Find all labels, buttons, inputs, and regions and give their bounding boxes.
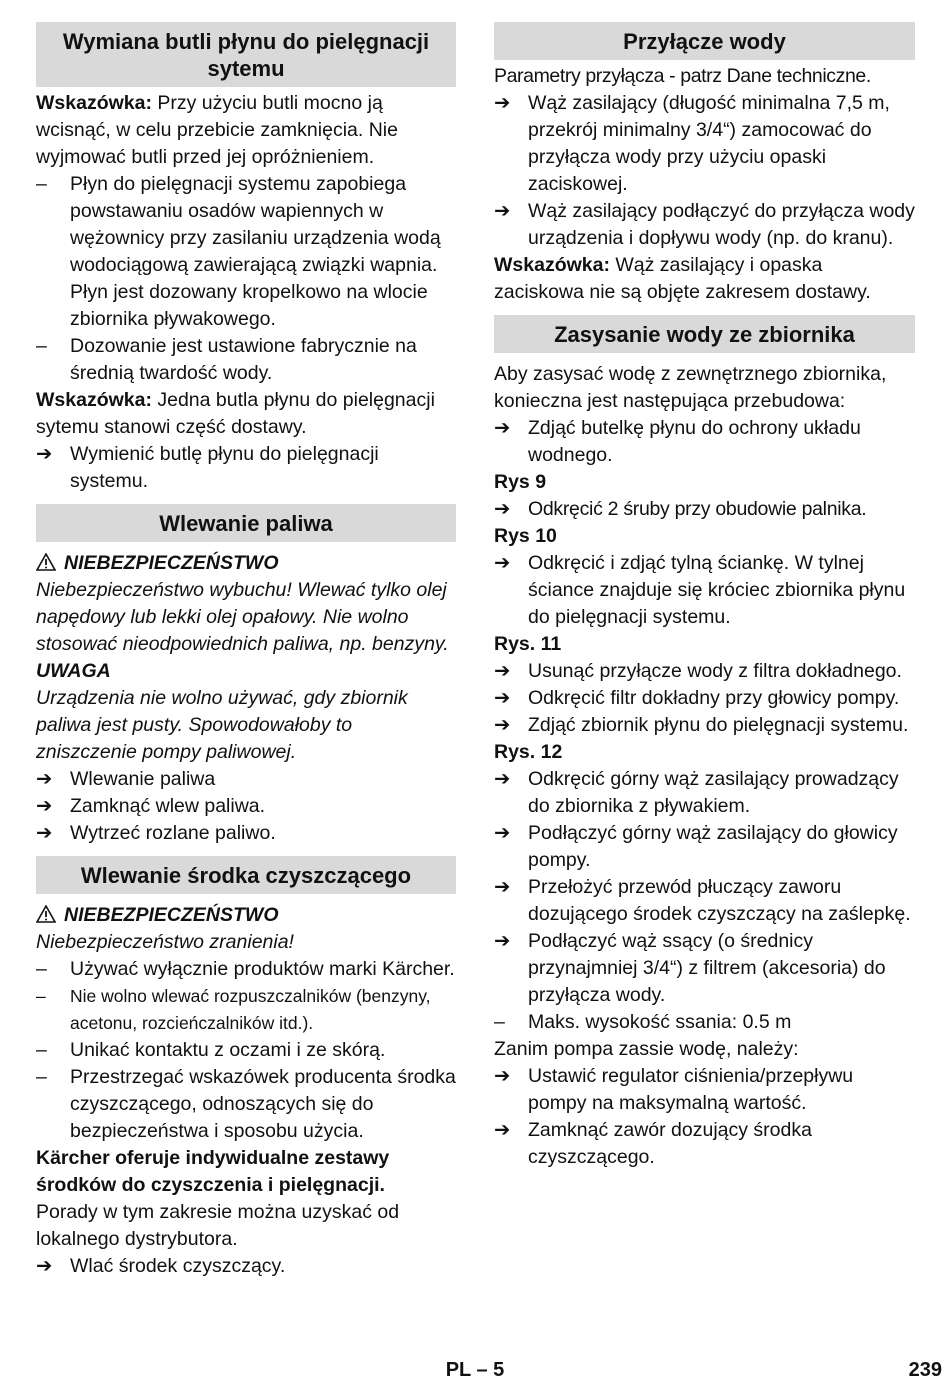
action-text: Odkręcić filtr dokładny przy głowicy pompy. bbox=[528, 687, 900, 709]
list-item-text: Płyn do pielęgnacji systemu zapobiega powstawaniu osadów wapiennych w wężownicy przy zasilaniu urządzenia wodą wodociągową zawierającą związki wapnia. Płyn jest dozowany kropelkowo na wlocie zbiornika pływakowego. bbox=[70, 173, 441, 330]
arrow-right-icon: ➔ bbox=[494, 417, 511, 439]
arrow-right-icon: ➔ bbox=[494, 498, 511, 520]
action-text: Odkręcić i zdjąć tylną ściankę. W tylnej ściance znajduje się króciec zbiornika płynu do pielęgnacji systemu. bbox=[528, 552, 906, 628]
paragraph: Porady w tym zakresie można uzyskać od lokalnego dystrybutora. bbox=[36, 1201, 400, 1250]
note-paragraph bbox=[36, 387, 456, 441]
right-column bbox=[494, 22, 915, 1171]
caution-label: UWAGA bbox=[36, 660, 111, 682]
action-item bbox=[494, 90, 915, 198]
action-item bbox=[494, 496, 915, 523]
arrow-right-icon: ➔ bbox=[494, 552, 511, 574]
dash-marker: – bbox=[36, 958, 47, 980]
warning-triangle-icon bbox=[36, 553, 56, 571]
section-heading-fuel: Wlewanie paliwa bbox=[36, 504, 456, 542]
dash-marker: – bbox=[36, 1039, 47, 1061]
section-heading-tank-suction: Zasysanie wody ze zbiornika bbox=[494, 315, 915, 353]
intro-paragraph: Parametry przyłącza - patrz Dane techniczne. bbox=[494, 65, 871, 87]
arrow-right-icon: ➔ bbox=[494, 1119, 511, 1141]
list-item-text: Unikać kontaktu z oczami i ze skórą. bbox=[70, 1039, 386, 1061]
caution-text: Urządzenia nie wolno używać, gdy zbiornik paliwa jest pusty. Spowodowałoby to zniszczenie pompy paliwowej. bbox=[36, 687, 408, 763]
action-item bbox=[36, 820, 456, 847]
action-item bbox=[494, 928, 915, 1009]
list-item-text: Używać wyłącznie produktów marki Kärcher. bbox=[70, 958, 455, 980]
arrow-right-icon: ➔ bbox=[36, 1255, 53, 1277]
list-item-text: Dozowanie jest ustawione fabrycznie na średnią twardość wody. bbox=[70, 335, 417, 384]
arrow-right-icon: ➔ bbox=[494, 687, 511, 709]
action-text: Podłączyć wąż ssący (o średnicy przynajmniej 3/4“) z filtrem (akcesoria) do przyłącza wody. bbox=[528, 930, 886, 1006]
dash-marker: – bbox=[36, 335, 47, 357]
action-text: Wąż zasilający (długość minimalna 7,5 m, przekrój minimalny 3/4“) zamocować do przyłącza wody przy użyciu opaski zaciskowej. bbox=[528, 92, 890, 195]
danger-label: NIEBEZPIECZEŃSTWO bbox=[64, 552, 279, 574]
action-text: Zamknąć wlew paliwa. bbox=[70, 795, 266, 817]
action-text: Odkręcić górny wąż zasilający prowadzący do zbiornika z pływakiem. bbox=[528, 768, 899, 817]
arrow-right-icon: ➔ bbox=[494, 92, 511, 114]
dash-marker: – bbox=[36, 173, 47, 195]
list-item bbox=[494, 1009, 915, 1036]
note-label: Wskazówka: bbox=[36, 389, 152, 411]
action-text: Odkręcić 2 śruby przy obudowie palnika. bbox=[528, 498, 867, 520]
section-heading-detergent: Wlewanie środka czyszczącego bbox=[36, 856, 456, 894]
list-item bbox=[36, 171, 456, 333]
paragraph: Zanim pompa zassie wodę, należy: bbox=[494, 1038, 799, 1060]
arrow-right-icon: ➔ bbox=[494, 1065, 511, 1087]
action-item bbox=[494, 198, 915, 252]
action-item bbox=[36, 441, 456, 495]
section-heading-system-care: Wymiana butli płynu do pielęgnacji sytemu bbox=[36, 22, 456, 87]
action-item bbox=[494, 874, 915, 928]
action-text: Wlewanie paliwa bbox=[70, 768, 216, 790]
action-item bbox=[494, 658, 915, 685]
arrow-right-icon: ➔ bbox=[494, 660, 511, 682]
dash-marker: – bbox=[36, 1066, 47, 1088]
note-text: Przy użyciu butli mocno ją wcisnąć, w celu przebicie zamknięcia. Nie wyjmować butli przed jej opróżnieniem. bbox=[36, 92, 398, 168]
page-number: 239 bbox=[908, 1359, 942, 1381]
left-column bbox=[36, 22, 456, 1280]
action-text: Wymienić butlę płynu do pielęgnacji systemu. bbox=[70, 443, 379, 492]
action-item bbox=[494, 820, 915, 874]
action-item bbox=[494, 712, 915, 739]
danger-label: NIEBEZPIECZEŃSTWO bbox=[64, 904, 279, 926]
danger-text: Niebezpieczeństwo zranienia! bbox=[36, 931, 294, 953]
note-text: Jedna butla płynu do pielęgnacji sytemu stanowi część dostawy. bbox=[36, 389, 435, 438]
action-text: Zdjąć zbiornik płynu do pielęgnacji systemu. bbox=[528, 714, 909, 736]
note-label: Wskazówka: bbox=[36, 92, 152, 114]
intro-paragraph: Aby zasysać wodę z zewnętrznego zbiornika, konieczna jest następująca przebudowa: bbox=[494, 363, 887, 412]
list-item bbox=[36, 1064, 456, 1145]
action-item bbox=[36, 1253, 456, 1280]
action-text: Wąż zasilający podłączyć do przyłącza wody urządzenia i dopływu wody (np. do kranu). bbox=[528, 200, 915, 249]
arrow-right-icon: ➔ bbox=[494, 768, 511, 790]
bold-paragraph: Kärcher oferuje indywidualne zestawy środków do czyszczenia i pielęgnacji. bbox=[36, 1147, 390, 1196]
arrow-right-icon: ➔ bbox=[494, 930, 511, 952]
arrow-right-icon: ➔ bbox=[36, 795, 53, 817]
dash-marker: – bbox=[36, 986, 46, 1006]
list-item bbox=[36, 956, 456, 983]
figure-label: Rys. 12 bbox=[494, 741, 563, 763]
footer-section-label: PL – 5 bbox=[445, 1359, 505, 1381]
list-item-text: Nie wolno wlewać rozpuszczalników (benzyny, acetonu, rozcieńczalników itd.). bbox=[70, 986, 431, 1033]
section-heading-water-connection: Przyłącze wody bbox=[494, 22, 915, 60]
arrow-right-icon: ➔ bbox=[36, 443, 53, 465]
figure-label: Rys 10 bbox=[494, 525, 557, 547]
list-item-text: Maks. wysokość ssania: 0.5 m bbox=[528, 1011, 792, 1033]
list-item bbox=[36, 983, 456, 1037]
dash-marker: – bbox=[494, 1011, 505, 1033]
list-item bbox=[36, 1037, 456, 1064]
arrow-right-icon: ➔ bbox=[494, 200, 511, 222]
arrow-right-icon: ➔ bbox=[494, 822, 511, 844]
action-text: Wytrzeć rozlane paliwo. bbox=[70, 822, 276, 844]
arrow-right-icon: ➔ bbox=[494, 714, 511, 736]
action-item bbox=[494, 1063, 915, 1117]
action-text: Podłączyć górny wąż zasilający do głowicy pompy. bbox=[528, 822, 898, 871]
arrow-right-icon: ➔ bbox=[494, 876, 511, 898]
action-item bbox=[36, 766, 456, 793]
warning-triangle-icon bbox=[36, 905, 56, 923]
list-item bbox=[36, 333, 456, 387]
note-paragraph bbox=[494, 252, 915, 306]
action-item bbox=[494, 550, 915, 631]
figure-label: Rys 9 bbox=[494, 471, 547, 493]
action-item bbox=[494, 1117, 915, 1171]
action-item bbox=[494, 685, 915, 712]
action-item bbox=[36, 793, 456, 820]
arrow-right-icon: ➔ bbox=[36, 822, 53, 844]
action-text: Przełożyć przewód płuczący zaworu dozującego środek czyszczący na zaślepkę. bbox=[528, 876, 911, 925]
action-text: Ustawić regulator ciśnienia/przepływu pompy na maksymalną wartość. bbox=[528, 1065, 854, 1114]
action-text: Wlać środek czyszczący. bbox=[70, 1255, 286, 1277]
danger-text: Niebezpieczeństwo wybuchu! Wlewać tylko olej napędowy lub lekki olej opałowy. Nie wolno stosować nieodpowiednich paliwa, np. benzyny. bbox=[36, 579, 449, 655]
action-item bbox=[494, 415, 915, 469]
figure-label: Rys. 11 bbox=[494, 633, 562, 655]
note-paragraph bbox=[36, 90, 456, 171]
arrow-right-icon: ➔ bbox=[36, 768, 53, 790]
danger-heading bbox=[36, 902, 456, 929]
action-text: Usunąć przyłącze wody z filtra dokładnego. bbox=[528, 660, 902, 682]
action-text: Zamknąć zawór dozujący środka czyszczącego. bbox=[528, 1119, 812, 1168]
danger-heading bbox=[36, 550, 456, 577]
note-label: Wskazówka: bbox=[494, 254, 610, 276]
note-text: Wąż zasilający i opaska zaciskowa nie są objęte zakresem dostawy. bbox=[494, 254, 871, 303]
action-item bbox=[494, 766, 915, 820]
list-item-text: Przestrzegać wskazówek producenta środka czyszczącego, odnoszących się do bezpieczeństwa i sposobu użycia. bbox=[70, 1066, 456, 1142]
action-text: Zdjąć butelkę płynu do ochrony układu wodnego. bbox=[528, 417, 861, 466]
